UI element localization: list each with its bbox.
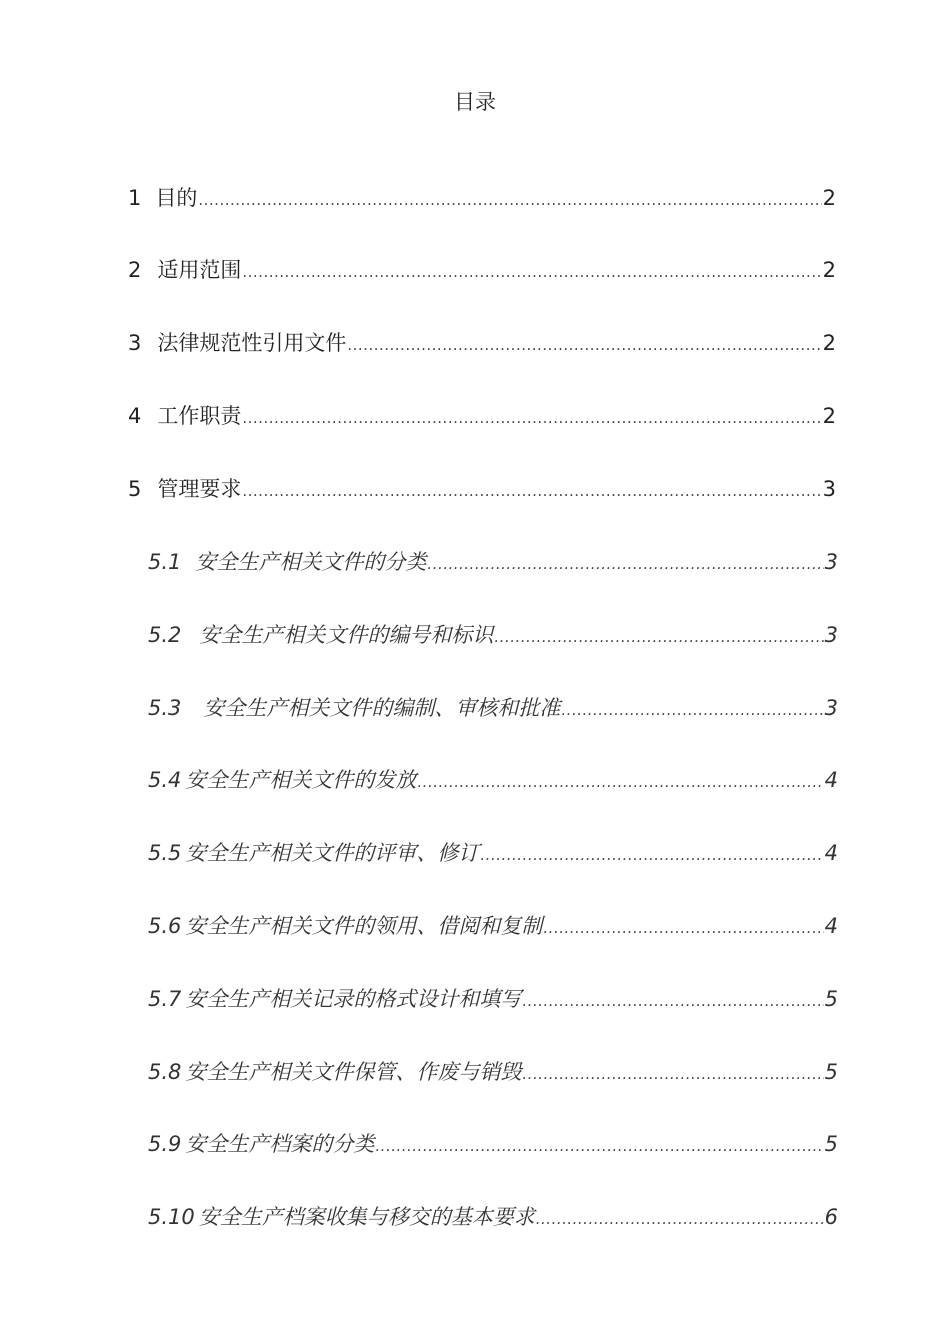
toc-dot-leader (198, 185, 821, 215)
toc-entry-page: 3 (822, 477, 836, 501)
toc-entry-title: 适用范围 (157, 258, 242, 282)
toc-entry-number: 5.5 (148, 841, 182, 865)
toc-entry-title: 安全生产档案收集与移交的基本要求 (198, 1205, 535, 1229)
toc-entry-title: 安全生产相关文件的编号和标识 (199, 623, 494, 647)
toc-dot-leader (561, 695, 823, 725)
toc-dot-leader (417, 767, 823, 797)
toc-entry-page: 2 (822, 331, 836, 355)
toc-dot-leader (375, 1131, 823, 1161)
toc-entry-title: 安全生产相关文件的发放 (185, 768, 417, 792)
toc-entry-page: 2 (822, 404, 836, 428)
toc-entry-page: 3 (824, 550, 838, 574)
toc-entry-number: 4 (128, 404, 142, 428)
toc-subentry[interactable] (148, 547, 838, 577)
toc-entry[interactable] (128, 474, 836, 504)
toc-entry-page: 4 (824, 841, 838, 865)
toc-dot-leader (480, 840, 823, 870)
toc-dot-leader (543, 913, 823, 943)
toc-entry-number: 5.1 (148, 550, 182, 574)
toc-subentry[interactable] (148, 1202, 838, 1232)
toc-entry-title: 目的 (155, 186, 198, 210)
toc-entry-number: 5.10 (148, 1205, 195, 1229)
toc-dot-leader (242, 403, 821, 433)
toc-entry-number: 5.3 (148, 696, 182, 720)
toc-entry-number: 5.7 (148, 987, 182, 1011)
toc-dot-leader (522, 986, 823, 1016)
toc-entry-page: 5 (824, 1132, 838, 1156)
toc-entry[interactable] (128, 328, 836, 358)
toc-entry-number: 5.4 (148, 768, 182, 792)
toc-entry[interactable] (128, 401, 836, 431)
toc-entry-page: 4 (824, 914, 838, 938)
toc-entry-page: 6 (824, 1205, 838, 1229)
toc-entry-page: 5 (824, 1060, 838, 1084)
toc-subentry[interactable] (148, 693, 838, 723)
toc-entry-title: 安全生产相关文件的分类 (195, 550, 427, 574)
toc-subentry[interactable] (148, 1129, 838, 1159)
toc-entry-number: 3 (128, 331, 142, 355)
toc-subentry[interactable] (148, 765, 838, 795)
toc-dot-leader (242, 257, 821, 287)
toc-subentry[interactable] (148, 984, 838, 1014)
toc-dot-leader (536, 1204, 824, 1234)
toc-entry-number: 5.8 (148, 1060, 182, 1084)
toc-entry-title: 安全生产相关文件的领用、借阅和复制 (185, 914, 543, 938)
toc-entry-title: 安全生产相关记录的格式设计和填写 (185, 987, 522, 1011)
toc-entry-page: 4 (824, 768, 838, 792)
toc-entry-title: 工作职责 (157, 404, 242, 428)
toc-entry-number: 2 (128, 258, 142, 282)
toc-entry-number: 5.2 (148, 623, 182, 647)
toc-entry-title: 安全生产相关文件保管、作废与销毁 (185, 1060, 522, 1084)
toc-dot-leader (522, 1059, 823, 1089)
toc-dot-leader (347, 330, 821, 360)
toc-entry-page: 3 (824, 696, 838, 720)
toc-entry-number: 5 (128, 477, 142, 501)
toc-entry-page: 3 (824, 623, 838, 647)
toc-entry[interactable] (128, 183, 836, 213)
toc-entry-number: 5.6 (148, 914, 182, 938)
toc-entry-title: 法律规范性引用文件 (157, 331, 347, 355)
toc-dot-leader (242, 476, 821, 506)
toc-entry-page: 5 (824, 987, 838, 1011)
toc-entry-title: 安全生产相关文件的评审、修订 (185, 841, 480, 865)
toc-entry-title: 管理要求 (157, 477, 242, 501)
toc-entry-page: 2 (822, 258, 836, 282)
toc-subentry[interactable] (148, 1057, 838, 1087)
toc-dot-leader (427, 549, 823, 579)
toc-entry[interactable] (128, 255, 836, 285)
page-title: 目录 (454, 90, 496, 114)
toc-subentry[interactable] (148, 911, 838, 941)
toc-entry-number: 1 (128, 186, 142, 210)
toc-entry-number: 5.9 (148, 1132, 182, 1156)
toc-entry-title: 安全生产档案的分类 (185, 1132, 375, 1156)
toc-subentry[interactable] (148, 838, 838, 868)
toc-subentry[interactable] (148, 620, 838, 650)
toc-dot-leader (494, 622, 823, 652)
toc-entry-page: 2 (822, 186, 836, 210)
toc-entry-title: 安全生产相关文件的编制、审核和批准 (203, 696, 561, 720)
